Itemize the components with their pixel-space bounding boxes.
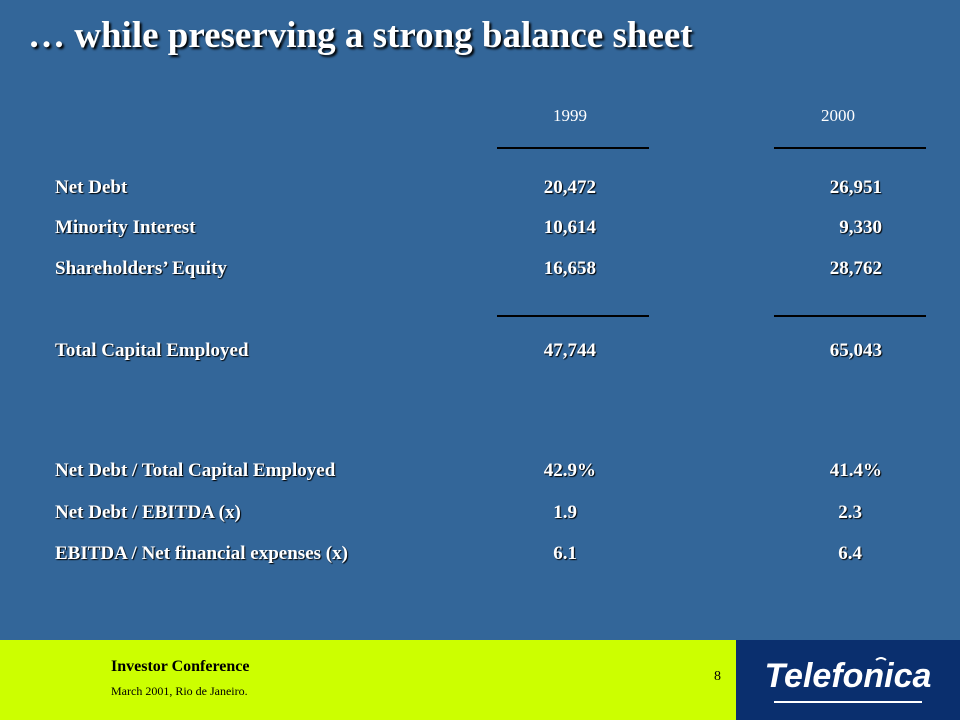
footer-title: Investor Conference bbox=[111, 658, 250, 675]
slide-title: … while preserving a strong balance sheet bbox=[28, 15, 693, 56]
row-label-net-debt-ebitda: Net Debt / EBITDA (x) bbox=[55, 502, 241, 523]
row-label-ebitda-financial-expenses: EBITDA / Net financial expenses (x) bbox=[55, 543, 348, 564]
ebitda-financial-expenses-1999: 6.1 bbox=[553, 543, 577, 564]
net-debt-ebitda-2000: 2.3 bbox=[838, 502, 862, 523]
footer-bar bbox=[0, 640, 736, 720]
telefonica-logo-icon bbox=[736, 640, 960, 720]
logo-wordmark: Telefonica bbox=[764, 657, 932, 695]
net-debt-ebitda-1999: 1.9 bbox=[553, 502, 577, 523]
row-label-net-debt-total-capital: Net Debt / Total Capital Employed bbox=[55, 460, 336, 481]
net-debt-1999: 20,472 bbox=[543, 177, 596, 198]
total-capital-employed-2000: 65,043 bbox=[829, 340, 882, 361]
row-label-net-debt: Net Debt bbox=[55, 177, 128, 198]
year-header-1999: 1999 bbox=[553, 106, 587, 125]
shareholders-equity-1999: 16,658 bbox=[543, 258, 596, 279]
total-rule-2000 bbox=[774, 315, 926, 317]
header-rule-2000 bbox=[774, 147, 926, 149]
ebitda-financial-expenses-2000: 6.4 bbox=[838, 543, 862, 564]
shareholders-equity-2000: 28,762 bbox=[829, 258, 882, 279]
total-rule-1999 bbox=[497, 315, 649, 317]
net-debt-2000: 26,951 bbox=[829, 177, 882, 198]
minority-interest-1999: 10,614 bbox=[543, 217, 596, 238]
total-capital-employed-1999: 47,744 bbox=[543, 340, 596, 361]
row-label-total-capital-employed: Total Capital Employed bbox=[55, 340, 249, 361]
telefonica-logo bbox=[736, 640, 960, 720]
row-label-shareholders-equity: Shareholders’ Equity bbox=[55, 258, 227, 279]
page-number: 8 bbox=[714, 669, 721, 684]
row-label-minority-interest: Minority Interest bbox=[55, 217, 196, 238]
header-rule-1999 bbox=[497, 147, 649, 149]
net-debt-total-capital-2000: 41.4% bbox=[829, 460, 882, 481]
net-debt-total-capital-1999: 42.9% bbox=[543, 460, 596, 481]
year-header-2000: 2000 bbox=[821, 106, 855, 125]
minority-interest-2000: 9,330 bbox=[839, 217, 882, 238]
footer-subtitle: March 2001, Rio de Janeiro. bbox=[111, 684, 248, 698]
